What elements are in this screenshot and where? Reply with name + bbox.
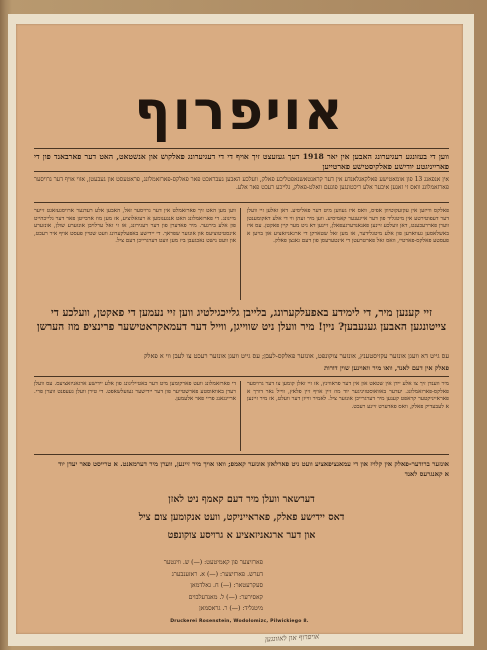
signature-line: פארזיצער פון קאמיטעט: (—) ש. ווינטער (163, 559, 263, 566)
divider-bottom-text (34, 454, 449, 455)
divider-top (34, 148, 449, 149)
column-separator (240, 208, 241, 300)
handwritten-note: אויפרוף און לאזונגען (264, 632, 320, 644)
column-separator-2 (240, 381, 241, 451)
middle-sub-statement: עס גייט דא וועגן אונזער עקזיסטענץ, אונזער צוקונפט, אונזער פאלקס-לעבן; עס גייט וועגן אונזער רעכט צו לעבן ווי א פאלק (143, 352, 449, 360)
column-right-text-2: מיר ווענדן זיך צו אלע יידן אין שטאט און אין דער פראווינץ, אז זיי זאלן קומען צו דער גרויסער פאלקס-פארזאמלונג. יעדער באוואוסטזיניגער יוד מוז זיין אויף זיין פלאץ, ווייל נאר דורך א פאראייניקטער קראפט קענען מיר דערגרייכן אונזער ציל. לאמיר ווייזן דער וועלט, אז מיר זיינען א לעבעדיק פאלק, וואס פאדערט זיינע רעכט. (247, 381, 449, 410)
signatures-list (164, 557, 263, 615)
middle-sub-statement-2: פאלק אין דעם לאנד, וואו מיר וואוינען שוין דורות (324, 364, 449, 372)
poster (16, 24, 463, 634)
poster-title: אויפרוף (134, 79, 345, 142)
middle-bold-statement: זיי קענען מיר, די לימידע באפעלקערונג, בלייבן גלייכגילטיג ווען זיי נעמען די פאקטן, וועלכע די צייטונגען האבען געגעבען? ניין! מיר וועלן ניט שווייגן, ווייל דער דעמאקראטישער פרינציפ מוז הערשן (36, 307, 447, 333)
divider-intro (34, 171, 449, 172)
signature-line: קאסירער: (—) ל. מאנדעלבוים (188, 593, 263, 601)
intro-paragraph: אין אנפאנג 13 פון אומאטישע פאלקאגלאנדע אין דער קראנטאשנאפטליכע פאלק, וועלכע האבען געבראכט פאר פאלקס-פארזאמלונג, פראטעסט און געבעטן, אזוי אויף דער גרויסער פארזאמלונג וואס זי זאגען איבער אלע ריכטונגען פונעם וואלט-פאלק, גלייכע רעכט פאר אלע. (34, 176, 449, 191)
printer-imprint: Druckerei Rosenstein, Wodolomizc, Pilwickiego 8. (170, 619, 309, 624)
bottom-paragraph-2: א קאנגרעס לאנד (404, 470, 449, 478)
column-left-text-2: די פארזאמלונג וועט פארקומען מיט דער באטייליגונג פון אלע יידישע ארגאניזאציעס. עס וועלן רעדן באוואוסטע פארשטייער פון דער יידישער געזעלשאפט. די טירן וועלן געעפנט ווערן פרי. אריינגאנג פריי פאר אלעמען. (34, 381, 236, 403)
signature-line: דערש. פארזיצער: (—) א. ראזענבערג (171, 570, 263, 578)
slogan-line-3: און דער ארגאניזאציע א גרויסע צוקונפט (167, 530, 316, 541)
slogan-line-2: דאס יידישע פאלק, פאראייניקט, וועט אנקומען צום ציל (138, 512, 345, 523)
signature-line: מיטגליד: (—) ר. גראסמאן (199, 605, 263, 612)
bottom-paragraph: אונזער ברודער-פאלק אין קלויז און די עמאנציפאציע וועט ניט פארלאזן אונזער קאמפ; וואו אויך מיר זיינען, ווערן מיר דערמאנט. א טרייסט פאר יעדן יוד (58, 460, 449, 468)
column-left-text: ווען מען האט זיך פארזאמלט אין דער גרויסער זאל, האבען אלע רעדנער ארויסגעזאגט זייער מיינונג. די פארזאמלונג האט אנגענומען א רעזאלוציע, אז מען מוז ארבייטן פאר דער גלייכהייט פון אלע בירגער. מיר פאדערן פון דער רעגירונג, אז זי זאל ערלויבן אונזערע שולן, אונזערע אינסטיטוציעס און אונזער שפראך. די יידישע באפעלקערונג וועט שטיין פעסט אויף איר רעכט, און וועט נישט נאכגעבן ביז מען וועט דערגרייכן דעם ציל. (34, 208, 236, 245)
intro-bold-paragraph: ווען די בעזונגע רעגיערונג האבען אין יאר 1918 דעך געזעצט זיך אויף די די דעגיערונג פאלקוש און אנשטאט, האט דער פארבאנד פון די פארייניגטע יודישע פאלקיסטישע פארטייען (34, 152, 449, 171)
divider-columns-2 (34, 376, 449, 377)
slogan-line-1: דערשאר וועלן מיר דעם קאמף ניט לאזן (168, 494, 315, 505)
divider-columns-top (34, 202, 449, 203)
signature-line: סעקרעטאר: (—) ח. גאלדמאן (190, 582, 263, 589)
column-right-text: פאלקס ווייזען אין עקזעקוטיוון אפיס, וואס איז געווען מיט דער פאליסיע. דאן זאלען זיי וועלן דער דעפוטירטע אין מיטגליד פון דער אייגענער קאמיסיע. ווען מיר זעהן ווי די אלע דאקומענטן ווערן פאררעכענט, דאן וועלכע זיינען פאנאנדערגעפאלן, זיינען דא ניט מער קיין פאקטן. עס איז באשלאסען געווארען פון אלע מיטגלידער, אז מען זאל שטארקן די ארגאניזאציע און בויען א פעסטע פאלקס-פארטיי, וואס זאל פארטרעטן די אינטערעסן פון דעם גאנצן פאלק. (247, 208, 449, 245)
